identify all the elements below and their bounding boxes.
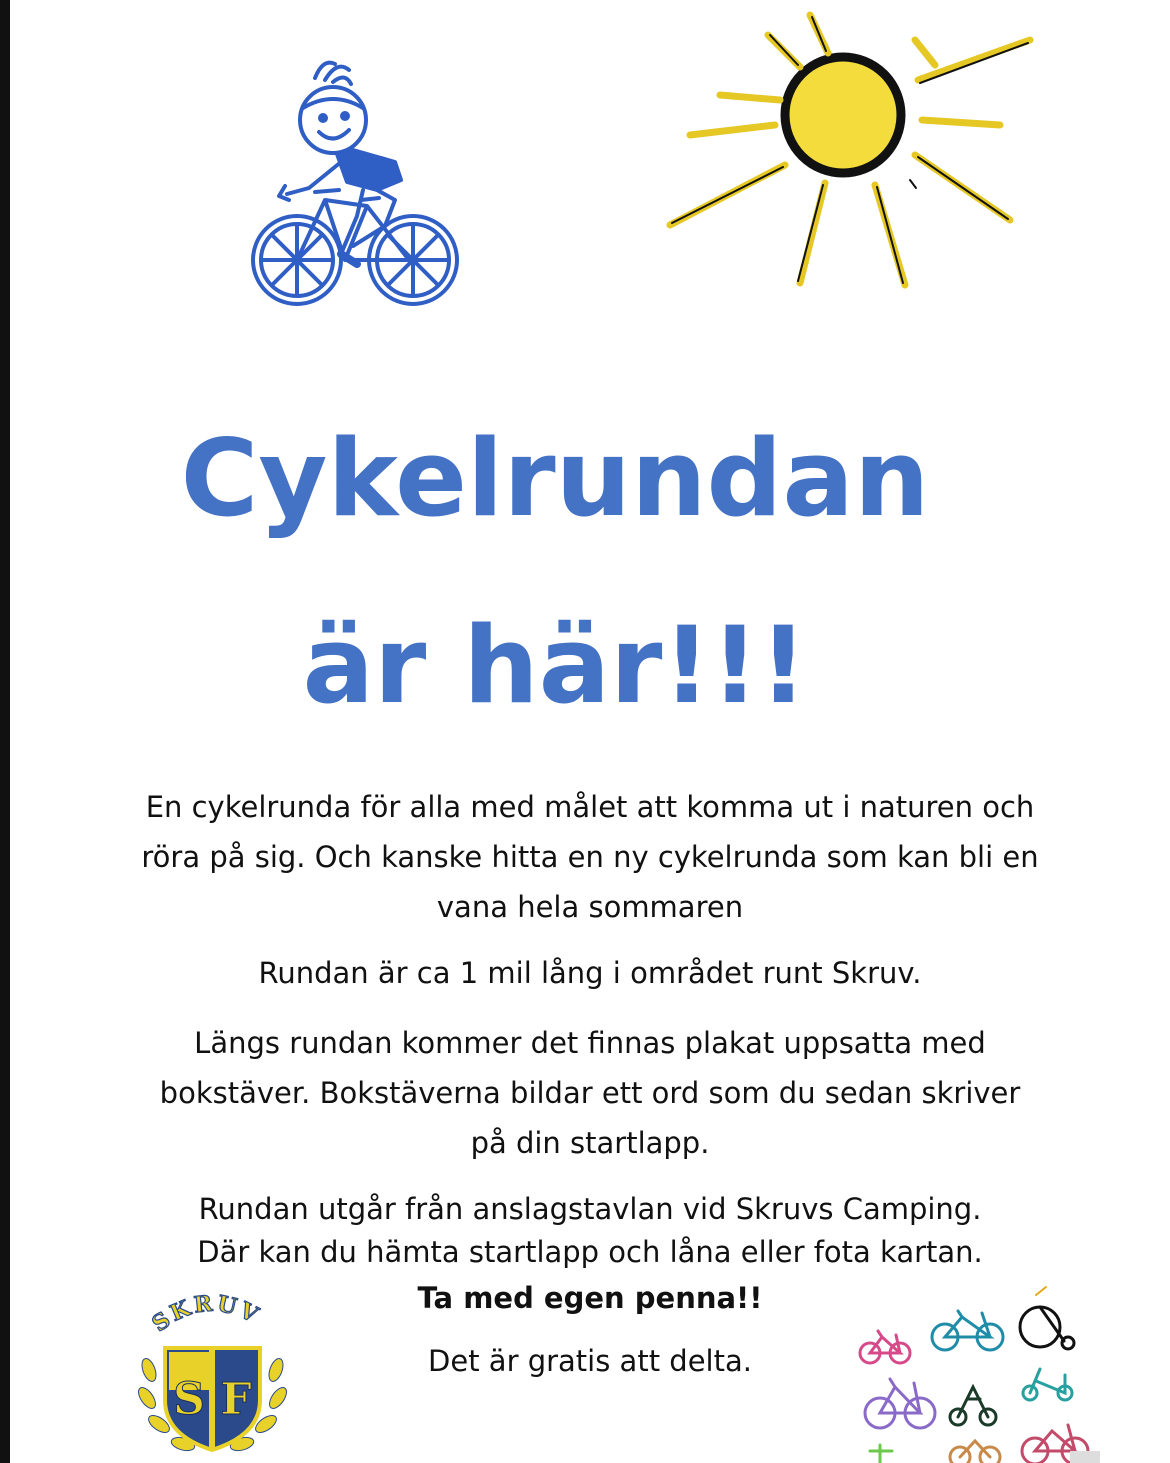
left-edge-border [0, 0, 10, 1463]
start-line-1: Rundan utgår från anslagstavlan vid Skruvs Camping. [198, 1192, 982, 1226]
free-text: Det är gratis att delta. [428, 1344, 752, 1378]
start-line-2: Där kan du hämta startlapp och låna eller fota kartan. [197, 1235, 983, 1269]
logo-club-name: SKRUV [147, 1290, 265, 1338]
title-line-1: Cykelrundan [180, 417, 930, 540]
intro-paragraph: En cykelrunda för alla med målet att komma ut i naturen och röra på sig. Och kanske hitta en ny cykelrunda som kan bli en vana hela sommaren [141, 790, 1039, 924]
letters-paragraph: Längs rundan kommer det finnas plakat uppsatta med bokstäver. Bokstäverna bildar ett ord som du sedan skriver på din startlapp. [159, 1026, 1021, 1160]
logo-initial-s: S [173, 1374, 205, 1425]
start-paragraph [140, 1188, 1040, 1274]
title-line-2: är här!!! [302, 604, 808, 727]
logo-initial-f: F [220, 1374, 252, 1425]
bicycles-clipart-icon [840, 1275, 1100, 1463]
cyclist-icon [245, 50, 470, 310]
club-logo-icon [135, 1290, 290, 1460]
sun-icon [660, 5, 1040, 290]
bring-pen-text: Ta med egen penna!! [417, 1281, 763, 1315]
distance-paragraph: Rundan är ca 1 mil lång i området runt Skruv. [258, 956, 922, 990]
